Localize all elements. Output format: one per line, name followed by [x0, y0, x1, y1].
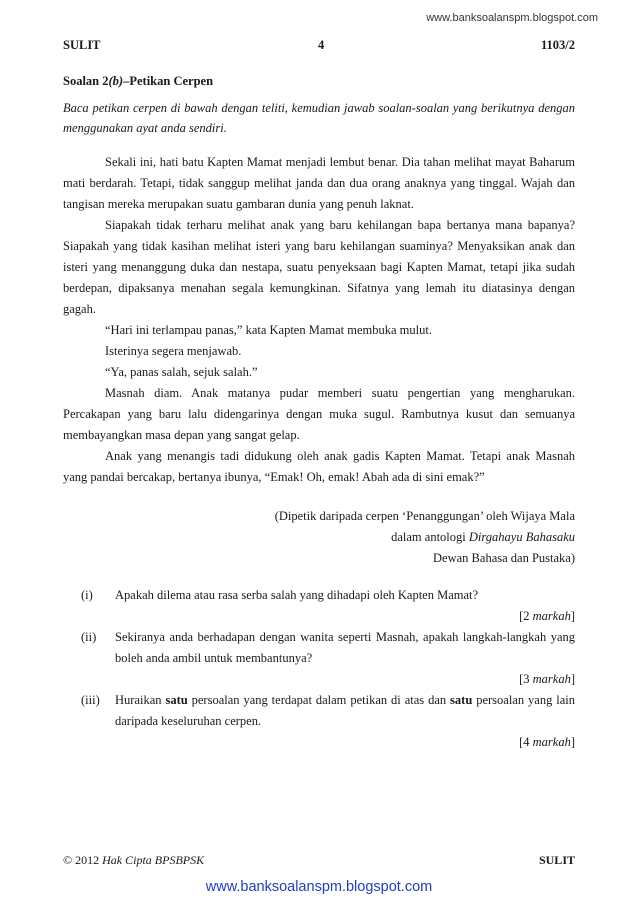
page-footer [63, 853, 575, 867]
passage-paragraph: Siapakah tidak terharu melihat anak yang baru kehilangan bapa bertanya mana bapanya? Siapakah yang tidak kasihan melihat isteri yang baru kehilangan suaminya? Menyaksikan anak dan isteri yang menanggung duka dan nestapa, suatu penyeksaan bagi Kapten Mamat, tetapi jika sudah berdepan, dipaksanya menahan segala kemungkinan. Sifatnya yang lemah itu diatasinya dengan gagah. [63, 218, 575, 316]
page-header [63, 38, 575, 52]
marks-value: [4 [519, 735, 533, 749]
header-sulit: SULIT [63, 38, 101, 52]
citation-line-1: (Dipetik daripada cerpen ‘Penanggungan’ oleh Wijaya Mala [274, 509, 575, 523]
question-number: (ii) [81, 630, 97, 644]
question-title-suffix: –Petikan Cerpen [123, 74, 214, 88]
question-text-mid: persoalan yang terdapat dalam petikan di atas dan [187, 693, 451, 707]
marks-label [63, 606, 575, 627]
marks-unit: markah [532, 609, 571, 623]
watermark-url-bottom[interactable]: www.banksoalanspm.blogspot.com [205, 879, 433, 895]
question-number: (iii) [81, 693, 100, 707]
emphasis-satu: satu [165, 693, 188, 707]
question-text: Sekiranya anda berhadapan dengan wanita seperti Masnah, apakah langkah-langkah yang boleh anda ambil untuk membantunya? [115, 630, 575, 665]
question-title-part: (b) [108, 74, 124, 88]
marks-close: ] [570, 672, 575, 686]
marks-unit: markah [532, 672, 571, 686]
citation-line-3: Dewan Bahasa dan Pustaka) [433, 551, 575, 565]
question-item [63, 627, 575, 669]
page-content [63, 72, 575, 753]
page-number: 4 [318, 38, 325, 52]
question-title [63, 72, 575, 90]
anthology-title: Dirgahayu Bahasaku [468, 530, 575, 544]
passage-paragraph: Anak yang menangis tadi didukung oleh anak gadis Kapten Mamat. Tetapi anak Masnah yang pandai bercakap, bertanya ibunya, “Emak! Oh, emak! Abah ada di sini emak?” [63, 449, 575, 484]
citation [63, 506, 575, 569]
marks-unit: markah [532, 735, 571, 749]
marks-label [63, 669, 575, 690]
citation-line-2-prefix: dalam antologi [391, 530, 469, 544]
passage-paragraph: Isterinya segera menjawab. [105, 344, 242, 358]
question-text-prefix: Huraikan [115, 693, 166, 707]
question-item [63, 585, 575, 606]
passage-paragraph: Sekali ini, hati batu Kapten Mamat menjadi lembut benar. Dia tahan melihat mayat Baharum mati berdarah. Tetapi, tidak sanggup melihat janda dan dua orang anaknya yang tinggal. Wajah dan tangisan mereka merupakan suatu gambaran dunia yang penuh laknat. [63, 155, 575, 211]
passage-paragraph: “Hari ini terlampau panas,” kata Kapten Mamat membuka mulut. [105, 323, 432, 337]
emphasis-satu: satu [450, 693, 473, 707]
question-list [63, 585, 575, 753]
marks-close: ] [570, 609, 575, 623]
question-text [115, 690, 575, 732]
marks-value: [2 [519, 609, 533, 623]
copyright [63, 853, 204, 868]
question-text: Apakah dilema atau rasa serba salah yang dihadapi oleh Kapten Mamat? [115, 588, 479, 602]
paper-code: 1103/2 [540, 38, 575, 52]
question-number: (i) [81, 588, 93, 602]
footer-sulit: SULIT [538, 853, 575, 867]
question-title-prefix: Soalan 2 [63, 74, 109, 88]
instruction-text: Baca petikan cerpen di bawah dengan teliti, kemudian jawab soalan-soalan yang berikutnya dengan menggunakan ayat anda sendiri. [63, 101, 575, 135]
passage-paragraph: Masnah diam. Anak matanya pudar memberi suatu pengertian yang mengharukan. Percakapan yang baru lalu didengarinya dengan muka sugul. Rambutnya kusut dan semuanya membayangkan masa depan yang sangat gelap. [63, 386, 575, 442]
copyright-prefix: © 2012 [63, 853, 103, 867]
watermark-url-top: www.banksoalanspm.blogspot.com [426, 12, 598, 24]
question-text-suffix: persoalan yang lain daripada keseluruhan cerpen. [115, 693, 576, 728]
passage-paragraph: “Ya, panas salah, sejuk salah.” [105, 365, 258, 379]
question-item [63, 690, 575, 732]
marks-close: ] [570, 735, 575, 749]
marks-label [63, 732, 575, 753]
marks-value: [3 [519, 672, 533, 686]
passage [63, 152, 575, 488]
copyright-text: Hak Cipta BPSBPSK [102, 853, 205, 867]
citation-line-2 [63, 527, 575, 548]
